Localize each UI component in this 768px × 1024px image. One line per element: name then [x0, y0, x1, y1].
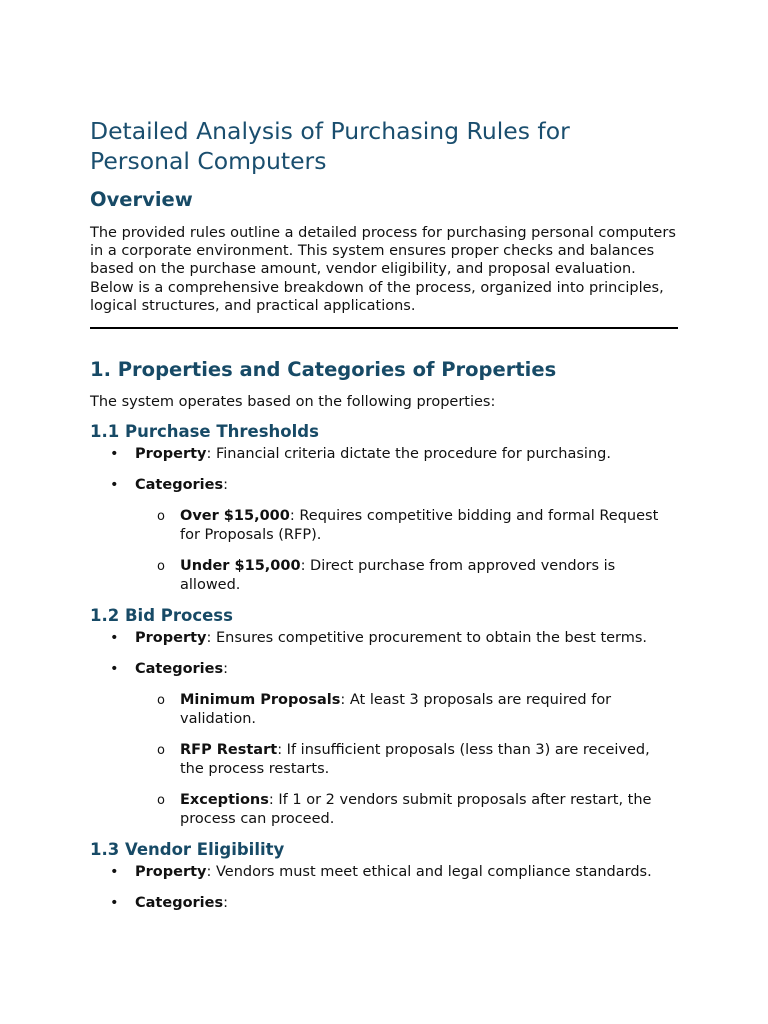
- section-1-intro: The system operates based on the following properties:: [90, 394, 496, 411]
- bullet-marker: •: [110, 446, 119, 463]
- bullet-marker: •: [110, 661, 119, 678]
- list-item: [90, 507, 678, 545]
- section-1-3-heading: 1.3 Vendor Eligibility: [90, 840, 285, 860]
- property-text: : Ensures competitive procurement to obtain the best terms.: [206, 630, 648, 647]
- section-1-2-sublist: [90, 691, 678, 829]
- property-label: Property: [135, 446, 207, 463]
- overview-heading: Overview: [90, 188, 193, 211]
- section-1-1-list: [90, 445, 678, 495]
- section-1-heading: 1. Properties and Categories of Properties: [90, 358, 557, 382]
- property-label: Property: [135, 864, 207, 881]
- categories-label: Categories: [135, 477, 224, 494]
- property-label: Property: [135, 630, 207, 647]
- item-label: Under $15,000: [180, 558, 301, 575]
- item-text: : Direct purchase from approved vendors is allowed.: [180, 558, 616, 594]
- categories-colon: :: [223, 661, 229, 678]
- section-divider: [90, 327, 678, 329]
- categories-colon: :: [223, 895, 229, 912]
- list-item: [90, 445, 678, 464]
- section-1-3-list: [90, 863, 678, 913]
- bullet-marker: •: [110, 864, 119, 881]
- item-label: Exceptions: [180, 792, 269, 809]
- property-text: : Financial criteria dictate the procedure for purchasing.: [206, 446, 611, 463]
- bullet-marker: •: [110, 630, 119, 647]
- list-item: [90, 741, 678, 779]
- bullet-marker: •: [110, 477, 119, 494]
- list-item: [90, 863, 678, 882]
- overview-paragraph: The provided rules outline a detailed process for purchasing personal computers in a corporate environment. This system ensures proper checks and balances based on the purchase amount, vendor eligibility, and proposal evaluation. Below is a comprehensive breakdown of the process, organized into principles, logical structures, and practical applications.: [90, 225, 676, 314]
- categories-label: Categories: [135, 895, 224, 912]
- item-label: Minimum Proposals: [180, 692, 341, 709]
- sub-bullet-marker: o: [157, 693, 165, 709]
- property-text: : Vendors must meet ethical and legal compliance standards.: [206, 864, 652, 881]
- item-text: : Requires competitive bidding and formal Request for Proposals (RFP).: [180, 508, 659, 544]
- section-1-1-heading: 1.1 Purchase Thresholds: [90, 422, 319, 442]
- item-label: RFP Restart: [180, 742, 278, 759]
- list-item: [90, 894, 678, 913]
- item-text: : At least 3 proposals are required for validation.: [180, 692, 612, 728]
- list-item: [90, 476, 678, 495]
- item-label: Over $15,000: [180, 508, 290, 525]
- list-item: [90, 629, 678, 648]
- categories-label: Categories: [135, 661, 224, 678]
- item-text: : If insufficient proposals (less than 3) are received, the process restarts.: [180, 742, 650, 778]
- document-title: Detailed Analysis of Purchasing Rules for Personal Computers: [90, 117, 570, 175]
- list-item: [90, 557, 678, 595]
- categories-colon: :: [223, 477, 229, 494]
- sub-bullet-marker: o: [157, 743, 165, 759]
- sub-bullet-marker: o: [157, 559, 165, 575]
- section-1-1-sublist: [90, 507, 678, 595]
- section-1-2-list: [90, 629, 678, 679]
- list-item: [90, 691, 678, 729]
- sub-bullet-marker: o: [157, 509, 165, 525]
- bullet-marker: •: [110, 895, 119, 912]
- sub-bullet-marker: o: [157, 793, 165, 809]
- list-item: [90, 791, 678, 829]
- section-1-2-heading: 1.2 Bid Process: [90, 606, 233, 626]
- list-item: [90, 660, 678, 679]
- item-text: : If 1 or 2 vendors submit proposals after restart, the process can proceed.: [180, 792, 652, 828]
